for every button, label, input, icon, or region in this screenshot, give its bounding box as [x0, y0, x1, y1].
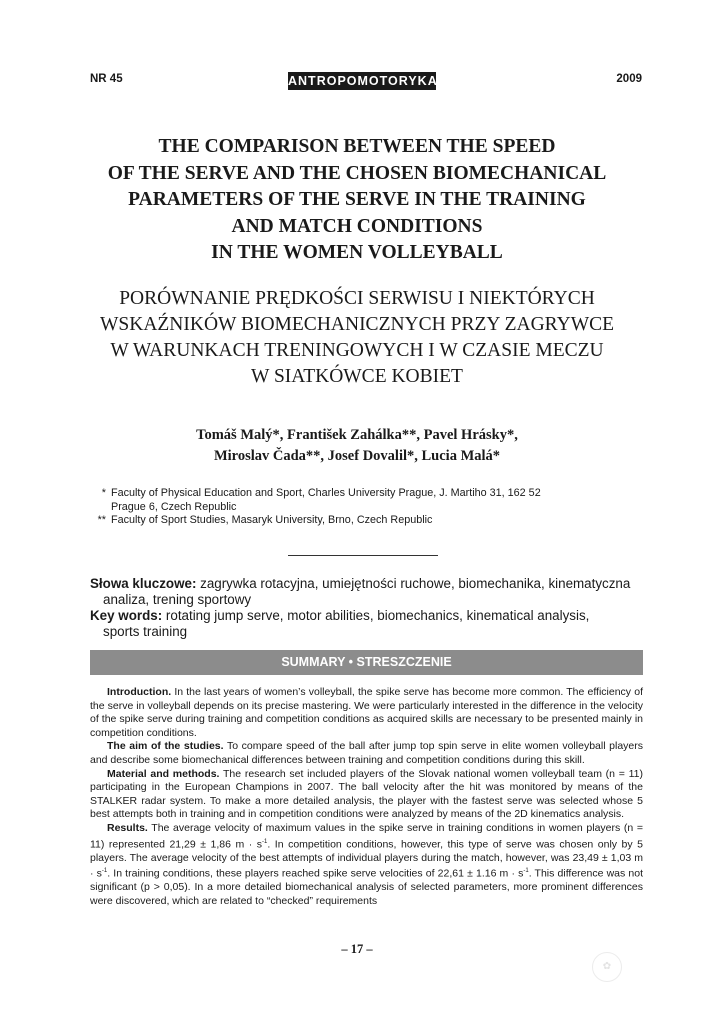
paragraph-heading: Introduction.: [107, 686, 172, 698]
affiliation-marker: *: [101, 487, 106, 499]
title-line: AND MATCH CONDITIONS: [231, 215, 483, 237]
title-line: W SIATKÓWCE KOBIET: [251, 366, 463, 387]
paragraph-heading: Results.: [107, 821, 148, 834]
paragraph-text: To compare speed of the ball after jump top spin serve in elite women volleyball players and describe some biomechanical differences between training and competition conditions during this skill.: [90, 740, 643, 766]
paragraph-text: . In competition conditions, however, this type of serve was chosen only by 5 players. The average velocity of the best attempts of individual players during the match, however, was 23,49 ± 1,03 m · s: [90, 838, 643, 880]
keywords-text: analiza, trening sportowy: [103, 592, 252, 607]
keywords-label: Słowa kluczowe:: [90, 576, 197, 591]
issue-number: NR 45: [90, 73, 123, 85]
exponent: -1: [101, 868, 108, 875]
keywords-text: rotating jump serve, motor abilities, biomechanics, kinematical analysis,: [162, 608, 590, 623]
keywords-polish: [90, 576, 643, 608]
separator-line: [288, 555, 438, 556]
paragraph-heading: The aim of the studies.: [107, 740, 224, 753]
summary-paragraph-introduction: [90, 686, 643, 740]
affiliation-marker: **: [97, 514, 106, 526]
summary-body: [90, 686, 643, 909]
paragraph-text: The research set included players of the Slovak national women volleyball team (n = 11) participating in the European Champions in 2007. The ball velocity after the hit was monitored by means of the STALKER radar system. To make a more detailed analysis, the player with the fastest serve was selected whose 5 best attempts both in training and in competition conditions were analyzed by means of the 2D kinematics analysis.: [90, 767, 643, 821]
summary-paragraph-methods: [90, 768, 643, 822]
publication-year: 2009: [616, 73, 642, 85]
keywords-text: zagrywka rotacyjna, umiejętności ruchowe, biomechanika, kinematyczna: [196, 576, 631, 591]
paragraph-text: The average velocity of maximum values in the spike serve in training conditions in women players (n = 11) represented 21,29 ± 1,86 m · s: [90, 821, 643, 851]
page-number: – 17 –: [341, 942, 373, 956]
title-polish: [70, 286, 644, 390]
paragraph-text: In the last years of women’s volleyball, the spike serve has become more common. The efficiency of the serve in volleyball depends on its precise mastering. We were particularly interested in the difference in the velocity of the spike serve during training and competition conditions as acquired skills are necessary to be presented mainly in competition conditions.: [90, 686, 643, 739]
authors-line: Miroslav Čada**, Josef Dovalil*, Lucia Malá*: [213, 448, 501, 464]
affiliation-1: [78, 487, 638, 514]
title-line: PORÓWNANIE PRĘDKOŚCI SERWISU I NIEKTÓRYCH: [119, 288, 595, 309]
summary-paragraph-results: [90, 822, 643, 909]
title-english: [70, 134, 644, 267]
affiliation-text: Prague 6, Czech Republic: [111, 500, 237, 513]
paragraph-text: . In training conditions, these players reached spike serve velocities of 22,61 ± 1.16 m · s: [107, 867, 524, 880]
keywords-english: [90, 608, 643, 640]
title-line: THE COMPARISON BETWEEN THE SPEED: [158, 136, 556, 157]
affiliation-2: [78, 514, 638, 528]
title-line: W WARUNKACH TRENINGOWYCH I W CZASIE MECZU: [110, 340, 604, 361]
title-line: PARAMETERS OF THE SERVE IN THE TRAINING: [128, 189, 586, 210]
title-line: IN THE WOMEN VOLLEYBALL: [211, 242, 503, 263]
journal-name-badge: ANTROPOMOTORYKA: [288, 74, 438, 88]
authors: [70, 425, 644, 467]
title-line: WSKAŹNIKÓW BIOMECHANICZNYCH PRZY ZAGRYWCE: [99, 314, 615, 335]
summary-banner: SUMMARY • STRESZCZENIE: [90, 650, 643, 675]
affiliation-text: Faculty of Physical Education and Sport, Charles University Prague, J. Martiho 31, 162 52: [111, 487, 541, 499]
paragraph-heading: Material and methods.: [107, 767, 220, 780]
paragraph-text: . This difference was not significant (p > 0,05). In a more detailed biomechanical analysis of selected parameters, more prominent differences were discovered, which are related to “checked” requirements: [90, 867, 643, 907]
exponent: -1: [523, 868, 529, 875]
affiliation-text: Faculty of Sport Studies, Masaryk University, Brno, Czech Republic: [111, 514, 433, 526]
title-line: OF THE SERVE AND THE CHOSEN BIOMECHANICAL: [107, 162, 607, 184]
summary-paragraph-aim: [90, 740, 643, 767]
watermark-stamp-icon: ✿: [592, 952, 622, 982]
keywords-label: Key words:: [90, 608, 163, 623]
authors-line: Tomáš Malý*, František Zahálka**, Pavel Hrásky*,: [196, 427, 518, 443]
exponent: -1: [262, 838, 268, 845]
keywords-text: sports training: [103, 624, 188, 639]
